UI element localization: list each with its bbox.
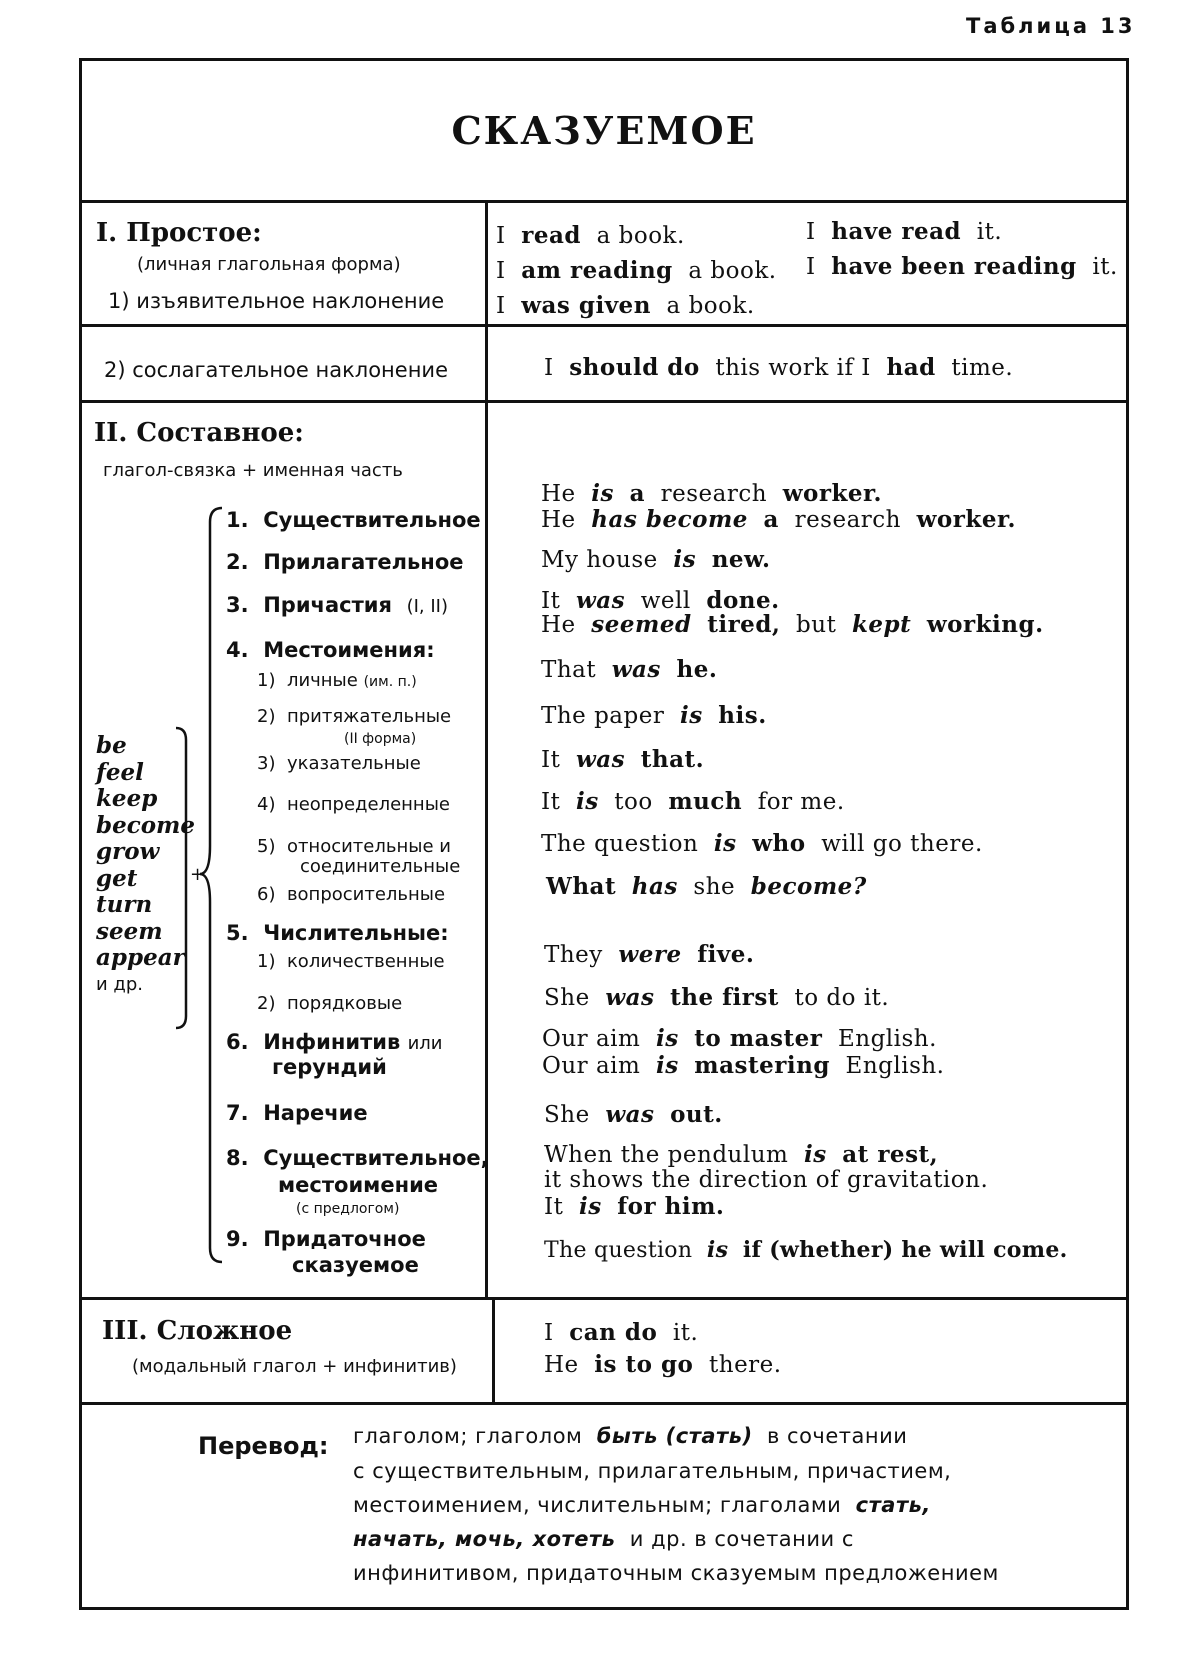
compound-example: He is a research worker. <box>541 480 883 507</box>
compound-example: The question is who will go there. <box>541 830 983 857</box>
category-9: 9. Придаточное <box>226 1227 426 1251</box>
pronoun-type-1: 1) личные (им. п.) <box>257 670 417 691</box>
complex-subtitle: (модальный глагол + инфинитив) <box>132 1356 457 1377</box>
compound-example: The paper is his. <box>541 702 767 729</box>
simple-example-2: I am reading a book. <box>496 257 777 284</box>
link-verb: get <box>96 864 138 892</box>
compound-example: They were five. <box>544 941 755 968</box>
simple-subtitle: (личная глагольная форма) <box>137 254 401 275</box>
pronoun-type-5: 5) относительные и <box>257 836 451 857</box>
link-verbs-etc: и др. <box>96 973 144 995</box>
compound-example: He seemed tired, but kept working. <box>541 611 1044 638</box>
pronoun-type-5b: соединительные <box>300 856 461 877</box>
plus-sign: + <box>190 864 206 885</box>
compound-example: He has become a research worker. <box>541 506 1016 533</box>
simple-example-1: I read a book. <box>496 222 685 249</box>
simple-example-4: I have read it. <box>806 218 1003 245</box>
compound-example: Our aim is to master English. <box>542 1025 937 1052</box>
category-8b: местоимение <box>278 1173 439 1197</box>
numeral-type-2: 2) порядковые <box>257 993 403 1014</box>
translation-line-4: начать, мочь, хотеть и др. в сочетании с <box>353 1527 854 1551</box>
simple-example-5: I have been reading it. <box>806 253 1118 280</box>
pronoun-type-4: 4) неопределенные <box>257 794 450 815</box>
column-divider-top <box>485 200 488 1298</box>
compound-example: It was well done. <box>541 587 780 614</box>
compound-example: When the pendulum is at rest, <box>544 1141 939 1168</box>
pronoun-type-3: 3) указательные <box>257 753 421 774</box>
page-title: СКАЗУЕМОЕ <box>451 108 757 153</box>
compound-example: She was the first to do it. <box>544 984 890 1011</box>
category-8-note: (с предлогом) <box>296 1201 400 1217</box>
category-5: 5. Числительные: <box>226 921 449 945</box>
compound-example: My house is new. <box>541 546 771 573</box>
complex-heading: III. Сложное <box>102 1316 293 1346</box>
simple-example-3: I was given a book. <box>496 292 755 319</box>
simple-heading: I. Простое: <box>96 218 262 248</box>
link-verb: feel <box>96 758 144 786</box>
link-verb: seem <box>96 917 163 945</box>
table-number: Таблица 13 <box>966 14 1136 38</box>
link-verb: keep <box>96 785 158 812</box>
divider-compound <box>79 1297 1129 1300</box>
category-4: 4. Местоимения: <box>226 638 435 662</box>
compound-example: It is too much for me. <box>541 788 845 815</box>
translation-line-3: местоимением, числительным; глаголами стать, <box>353 1493 931 1517</box>
category-2: 2. Прилагательное <box>226 550 464 574</box>
pronoun-type-2-note: (II форма) <box>344 731 417 747</box>
link-verb: appear <box>96 944 185 971</box>
complex-example-2: He is to go there. <box>544 1351 782 1378</box>
compound-example: Our aim is mastering English. <box>542 1052 945 1079</box>
compound-example: The question is if (whether) he will come. <box>544 1237 1068 1263</box>
compound-heading: II. Составное: <box>94 418 304 448</box>
translation-line-2: с существительным, прилагательным, причастием, <box>353 1459 952 1483</box>
category-7: 7. Наречие <box>226 1101 368 1125</box>
category-1: 1. Существительное <box>226 508 481 532</box>
link-verb: turn <box>96 891 153 918</box>
link-verb: be <box>96 732 127 759</box>
compound-example: She was out. <box>544 1101 723 1128</box>
compound-formula: глагол-связка + именная часть <box>103 460 403 481</box>
compound-example: What has she become? <box>546 873 867 900</box>
category-6: 6. Инфинитив или <box>226 1030 443 1054</box>
divider-simple <box>79 400 1129 403</box>
link-verb: become <box>96 811 196 839</box>
divider-title <box>79 200 1129 203</box>
compound-example: It was that. <box>541 746 705 773</box>
link-verb: grow <box>96 838 160 865</box>
pronoun-type-6: 6) вопросительные <box>257 884 446 905</box>
translation-line-5: инфинитивом, придаточным сказуемым предложением <box>353 1561 999 1585</box>
divider-complex <box>79 1402 1129 1405</box>
numeral-type-1: 1) количественные <box>257 951 445 972</box>
subjunctive-example: I should do this work if I had time. <box>544 354 1014 381</box>
complex-example-1: I can do it. <box>544 1319 699 1346</box>
compound-example: That was he. <box>541 656 718 683</box>
compound-example: it shows the direction of gravitation. <box>544 1167 989 1193</box>
category-3: 3. Причастия (I, II) <box>226 593 448 617</box>
translation-line-1: глаголом; глаголом быть (стать) в сочетании <box>353 1424 908 1448</box>
pronoun-type-2: 2) притяжательные <box>257 706 452 727</box>
divider-indicative <box>79 324 1129 327</box>
category-9b: сказуемое <box>292 1253 419 1277</box>
compound-example: It is for him. <box>544 1193 725 1220</box>
translation-label: Перевод: <box>198 1432 329 1460</box>
subjunctive-label: 2) сослагательное наклонение <box>104 358 448 382</box>
column-divider-bottom <box>492 1297 495 1403</box>
category-8: 8. Существительное, <box>226 1146 489 1170</box>
indicative-label: 1) изъявительное наклонение <box>108 289 445 313</box>
category-6b: герундий <box>272 1055 387 1079</box>
